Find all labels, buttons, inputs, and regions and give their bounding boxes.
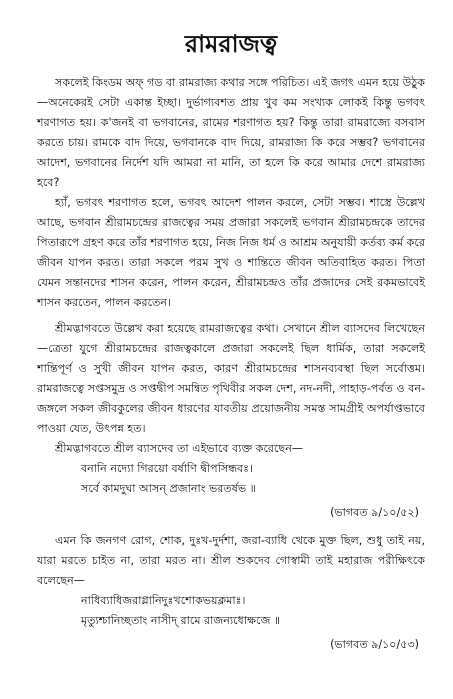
paragraph-3: শ্রীমদ্ভাগবতে উল্লেখ করা হয়েছে রামরাজত্বের কথা। সেখানে শ্রীল ব্যাসদেব লিখেছেন—ত্রেতা যুগে শ্রীরামচন্দ্রের রাজত্বকালে প্রজারা সকলেই ছিল ধার্মিক, তারা সকলেই শান্তিপূর্ণ ও সুখী জীবন যাপন করত, কারণ শ্রীরামচন্দ্রের শাসনব্যবস্থা ছিল সর্বোত্তম। রামরাজত্বে সপ্তসমুদ্র ও সপ্তদ্বীপ সমন্বিত পৃথিবীর সকল দেশ, নদ-নদী, পাহাড়-পর্বত ও বন-জঙ্গলে সকল জীবকুলের জীবন ধারণের যাবতীয় প্রয়োজনীয় সমস্ত সামগ্রীই অপর্যাপ্তভাবে পাওয়া যেত, উৎপন্ন হত। [37,321,425,435]
verse-2-line-1: নাধিব্যাধিজরাগ্লানিদুঃখশোকভয়ক্লমাঃ। [81,593,246,607]
verse-1-reference: (ভাগবত ৯/১০/৫২) [330,505,419,519]
verse-1-line-2: সর্বে কামদুঘা আসন্ প্রজানাং ভরতর্ষভ ॥ [81,481,256,495]
page-title: রামরাজত্ব [184,30,278,58]
verse-2-reference: (ভাগবত ৯/১০/৫৩) [330,637,419,651]
paragraph-1: সকলেই কিংডম অফ্ গড বা রামরাজ্য কথার সঙ্গে পরিচিত। এই জগৎ এমন হয়ে উঠুক—অনেকেরই সেটা একান্ত ইচ্ছা। দুর্ভাগ্যবশত প্রায় খুব কম সংখ্যক লোকই কিন্তু ভগবৎ শরণাগত হয়। ক'জনই বা ভগবানের, রামের শরণাগত হয়? কিন্তু তারা রামরাজ্যে বসবাস করতে চায়। রামকে বাদ দিয়ে, ভগবানকে বাদ দিয়ে, রামরাজ্য কি করে সম্ভব? ভগবানের আদেশ, ভগবানের নির্দেশ যদি আমরা না মানি, তা হলে কি করে আমার দেশে রামরাজ্য হবে? [37,75,425,189]
paragraph-2: হ্যাঁ, ভগবৎ শরণাগত হলে, ভগবৎ আদেশ পালন করলে, সেটা সম্ভব। শাস্ত্রে উল্লেখ আছে, ভগবান শ্রীরামচন্দ্রের রাজত্বের সময় প্রজারা সকলেই ভগবান শ্রীরামচন্দ্রকে তাদের পিতারূপে গ্রহণ করে তাঁর শরণাগত হয়ে, নিজ নিজ ধর্ম ও আশ্রম অনুযায়ী কর্তব্য কর্ম করে জীবন যাপন করত। তারা সকলে পরম সুখ ও শান্তিতে জীবন অতিবাহিত করত। পিতা যেমন সন্তানদের শাসন করেন, পালন করেন, শ্রীরামচন্দ্রও তাঁর প্রজাদের সেই রকমভাবেই শাসন করতেন, পালন করতেন। [37,195,425,309]
section-gap [37,523,425,531]
paragraph-5: এমন কি জনগণ রোগ, শোক, দুঃখ-দুর্দশা, জরা-ব্যাধি থেকে মুক্ত ছিল, শুধু তাই নয়, যারা মরতে চাইত না, তারা মরত না। শ্রীল শুকদেব গোস্বামী তাই মহারাজ পরীক্ষিৎকে বলেছেন— [37,533,425,587]
verse-2-line-2: মৃত্যুশ্চানিচ্ছতাং নাসীদ্ রামে রাজন্যধোক্ষজে ॥ [81,613,281,627]
paragraph-4: শ্রীমদ্ভাগবতে শ্রীল ব্যাসদেব তা এইভাবে ব্যক্ত করেছেন— [55,441,303,455]
verse-1-line-1: বনানি নদ্যো গিরয়ো বর্ষাণি দ্বীপসিন্ধবঃ। [81,461,254,475]
